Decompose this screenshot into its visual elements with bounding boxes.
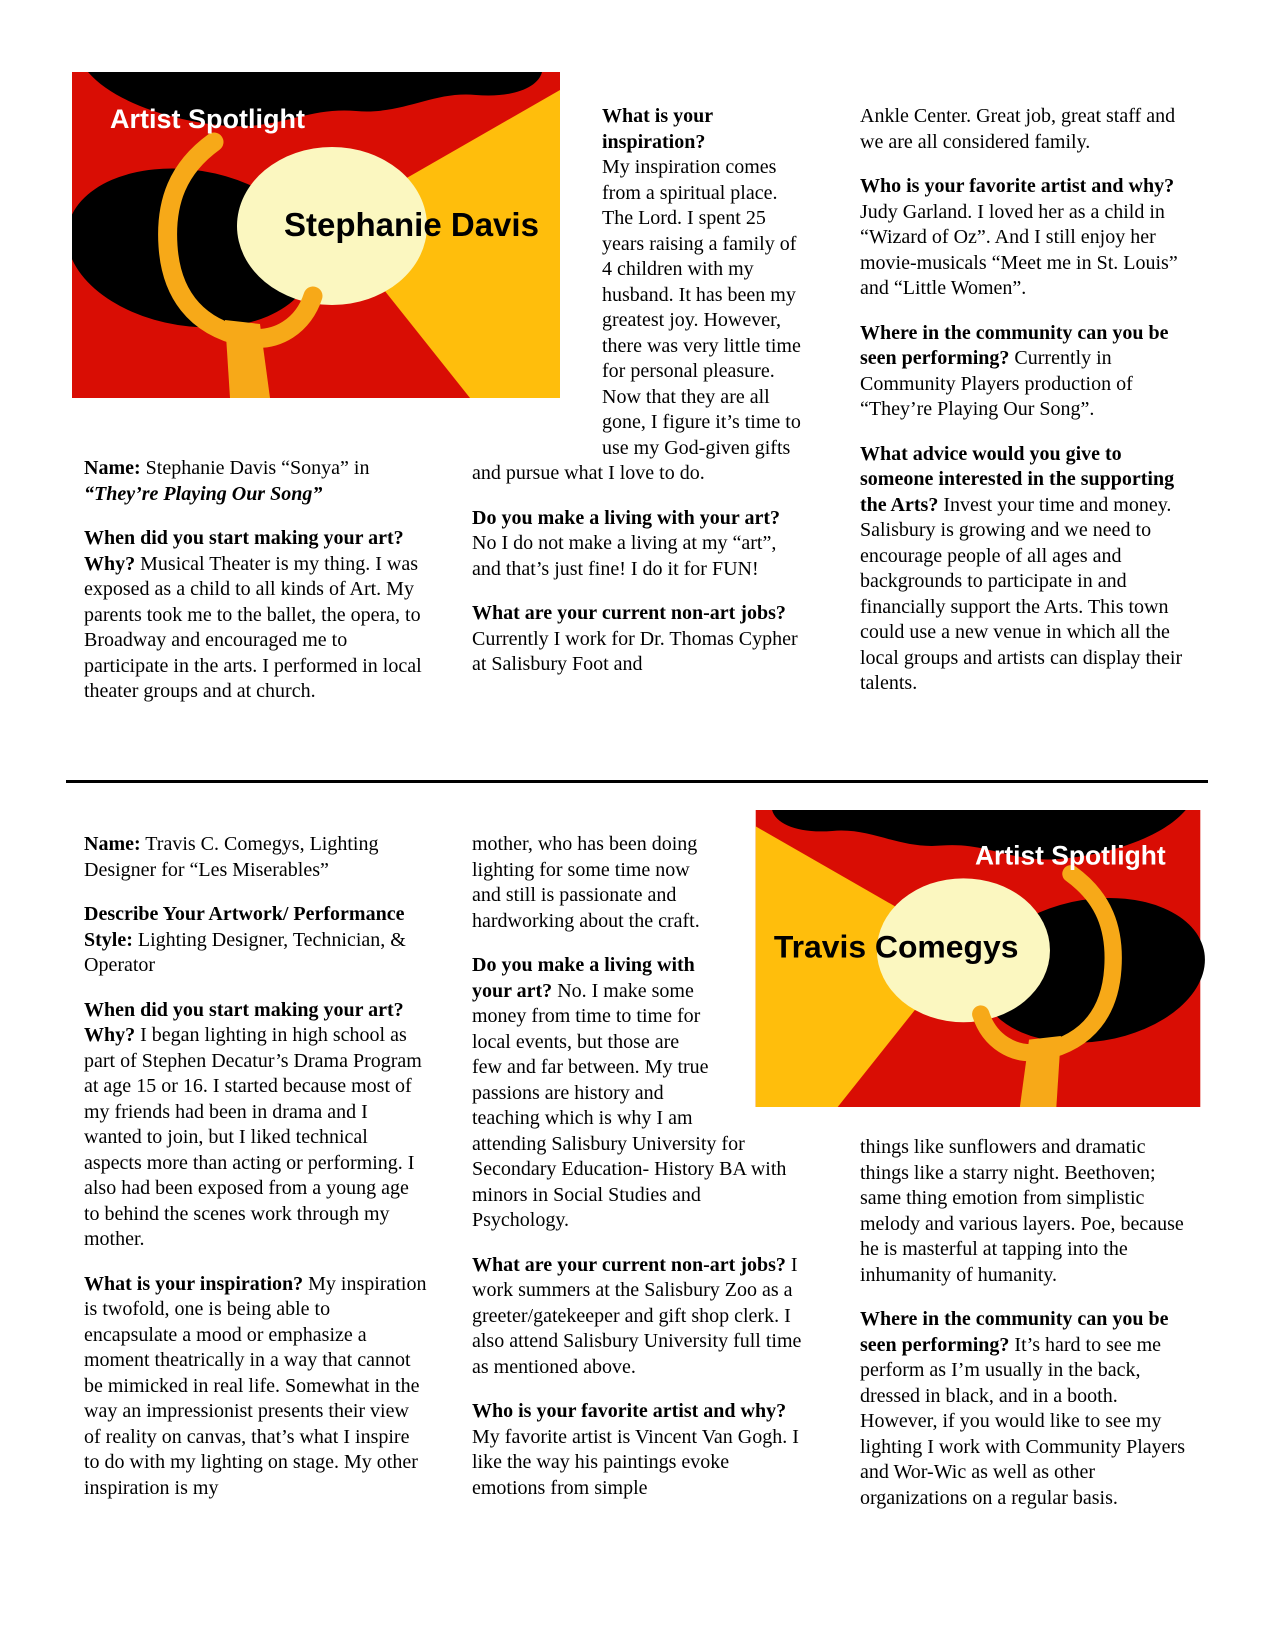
travis-column-3 bbox=[860, 1135, 1194, 1511]
answer: No I do not make a living at my “art”, and that’s just fine! I do it for FUN! bbox=[472, 532, 777, 580]
artist-spotlight-graphic-travis bbox=[751, 810, 1205, 1107]
answer: It’s hard to see me perform as I’m usually in the back, dressed in black, and in a booth. However, if you would like to see my lighting I work with Community Players and Wor-Wic as well as other organizations on a regular basis. bbox=[860, 1333, 1185, 1509]
qa-paragraph bbox=[84, 902, 428, 979]
answer-continued: mother, who has been doing lighting for some time now and still is passionate and hardworking about the craft. bbox=[472, 833, 700, 932]
stephanie-column-2 bbox=[472, 104, 802, 678]
travis-column-1 bbox=[84, 832, 428, 1501]
answer: Lighting Designer, Technician, & Operator bbox=[84, 928, 406, 976]
artist-name-label: Travis Comegys bbox=[773, 928, 1019, 965]
qa-paragraph bbox=[84, 832, 428, 883]
question: What advice would you give to someone interested in the supporting the Arts? bbox=[860, 442, 1175, 516]
qa-paragraph bbox=[84, 526, 428, 705]
spotlight-banner-label: Artist Spotlight bbox=[110, 104, 305, 134]
question: Do you make a living with your art? bbox=[472, 506, 780, 529]
section-divider bbox=[66, 780, 1208, 783]
question: Where in the community can you be seen performing? bbox=[860, 321, 1169, 369]
qa-paragraph bbox=[860, 174, 1194, 302]
spotlight-banner-label: Artist Spotlight bbox=[974, 840, 1166, 871]
question: What are your current non-art jobs? bbox=[472, 1253, 786, 1276]
qa-paragraph bbox=[860, 1135, 1194, 1288]
answer: Judy Garland. I loved her as a child in “Wizard of Oz”. And I still enjoy her movie-musicals “Meet me in St. Louis” and “Little Women”. bbox=[860, 200, 1178, 299]
question: What are your current non-art jobs? bbox=[472, 602, 786, 624]
name-value: Travis C. Comegys, Lighting Designer for “Les Miserables” bbox=[84, 833, 379, 881]
answer-continued: Ankle Center. Great job, great staff and we are all considered family. bbox=[860, 105, 1176, 153]
qa-paragraph bbox=[860, 1307, 1194, 1511]
question: When did you start making your art? Why? bbox=[84, 998, 404, 1046]
answer: Currently I work for Dr. Thomas Cypher at Salisbury Foot and bbox=[472, 627, 798, 675]
qa-paragraph bbox=[472, 1253, 802, 1381]
qa-paragraph bbox=[84, 1272, 428, 1502]
qa-paragraph bbox=[472, 506, 802, 583]
answer: Invest your time and money. Salisbury is growing and we need to encourage people of all ages and backgrounds to participate in and financially support the Arts. This town could use a new venue in which all the local groups and artists can display their talents. bbox=[860, 493, 1183, 694]
name-value: Stephanie Davis “Sonya” in bbox=[145, 457, 370, 479]
show-title: “They’re Playing Our Song” bbox=[84, 482, 323, 505]
name-label: Name: bbox=[84, 457, 141, 479]
question: What is your inspiration? bbox=[602, 105, 713, 153]
question: Where in the community can you be seen performing? bbox=[860, 1308, 1169, 1356]
answer-continued: things like sunflowers and dramatic things like a starry night. Beethoven; same thing emotion from simplistic melody and various layers. Poe, because he is masterful at tapping into the inhumanity of humanity. bbox=[860, 1136, 1184, 1286]
answer: My inspiration is twofold, one is being able to encapsulate a mood or emphasize a moment theatrically in a way that cannot be mimicked in real life. Somewhat in the way an impressionist presents their view of reality on canvas, that’s what I inspire to do with my lighting on stage. My other inspiration is my bbox=[84, 1272, 427, 1499]
graphic-wrap-spacer bbox=[472, 104, 602, 436]
answer: My inspiration comes from a spiritual place. The Lord. I spent 25 years raising a family of 4 children with my husband. It has been my greatest joy. However, there was very little time for personal pleasure. Now that they are all gone, I figure it’s time to use my God-given gifts and pursue what I love to do. bbox=[472, 156, 801, 484]
qa-paragraph bbox=[472, 601, 802, 678]
answer: I work summers at the Salisbury Zoo as a greeter/gatekeeper and gift shop clerk. I also attend Salisbury University full time as mentioned above. bbox=[472, 1253, 802, 1378]
answer: My favorite artist is Vincent Van Gogh. I like the way his paintings evoke emotions from simple bbox=[472, 1425, 799, 1499]
artist-name-label: Stephanie Davis bbox=[284, 206, 539, 243]
question: Describe Your Artwork/ Performance Style: bbox=[84, 903, 405, 951]
qa-paragraph bbox=[472, 1399, 802, 1501]
qa-paragraph bbox=[860, 104, 1194, 155]
qa-paragraph bbox=[84, 456, 428, 507]
answer: No. I make some money from time to time for local events, but those are few and far between. My true passions are history and teaching which is why I am attending Salisbury University for Secondary Education- History BA with minors in Social Studies and Psychology. bbox=[472, 979, 787, 1231]
question: When did you start making your art? Why? bbox=[84, 527, 404, 575]
stephanie-column-1 bbox=[84, 456, 428, 705]
answer: I began lighting in high school as part of Stephen Decatur’s Drama Program at age 15 or 16. I started because most of my friends had been in drama and I wanted to join, but I liked technical aspects more than acting or performing. I also had been exposed from a young age to behind the scenes work through my mother. bbox=[84, 1024, 422, 1250]
question: Who is your favorite artist and why? bbox=[860, 175, 1175, 197]
stephanie-column-3 bbox=[860, 104, 1194, 697]
answer: Currently in Community Players production of “They’re Playing Our Song”. bbox=[860, 347, 1133, 420]
name-label: Name: bbox=[84, 833, 141, 855]
qa-paragraph bbox=[860, 442, 1194, 697]
answer: Musical Theater is my thing. I was exposed as a child to all kinds of Art. My parents took me to the ballet, the opera, to Broadway and encouraged me to participate in the arts. I performed in local theater groups and at church. bbox=[84, 552, 422, 702]
qa-paragraph bbox=[84, 998, 428, 1253]
question: Who is your favorite artist and why? bbox=[472, 1400, 787, 1422]
question: What is your inspiration? bbox=[84, 1272, 304, 1295]
question: Do you make a living with your art? bbox=[472, 954, 695, 1002]
qa-paragraph bbox=[860, 321, 1194, 423]
